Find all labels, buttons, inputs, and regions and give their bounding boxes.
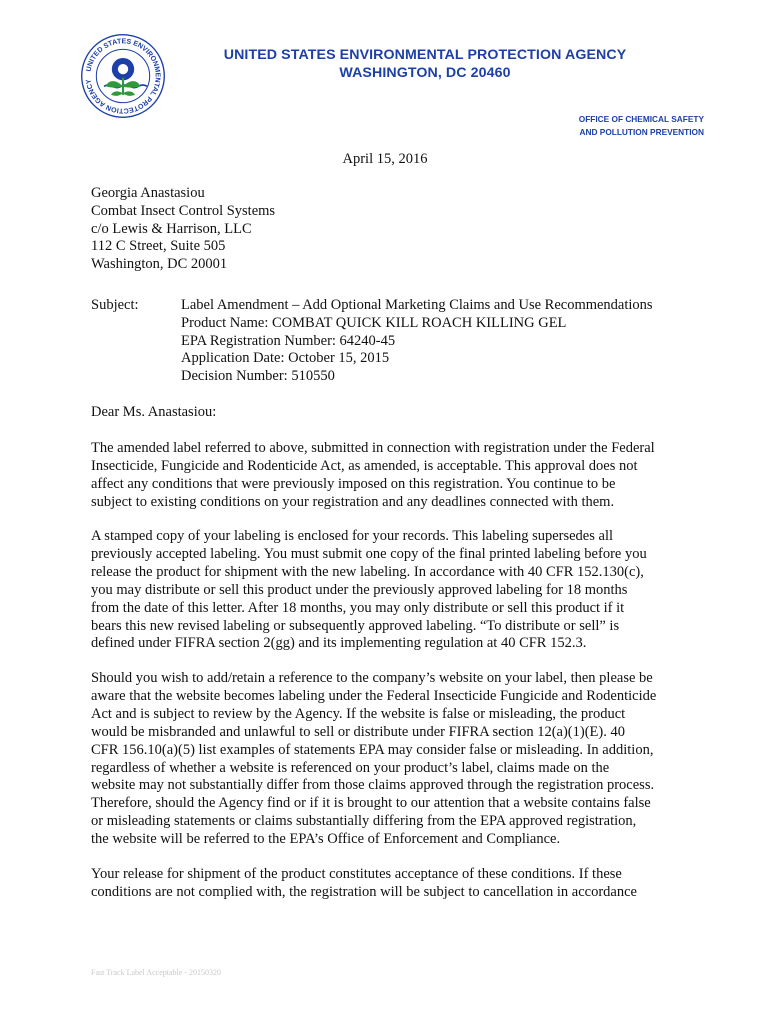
addressee-line: Washington, DC 20001	[91, 256, 228, 273]
paragraph-line: The amended label referred to above, submitted in connection with registration under the Federal	[91, 440, 655, 456]
letter-date: April 15, 2016	[342, 151, 428, 167]
paragraph-line: CFR 156.10(a)(5) list examples of statements EPA may consider false or misleading. In addition,	[91, 741, 654, 758]
paragraph-line: subject to existing conditions on your registration and any deadlines connected with them.	[91, 493, 615, 510]
subject-line: Decision Number: 510550	[181, 368, 335, 385]
paragraph-line: Should you wish to add/retain a reference to the company’s website on your label, then please be	[91, 670, 653, 686]
paragraph-line: or misleading statements or claims substantially differing from the EPA approved registration,	[91, 813, 637, 830]
paragraph-line: affect any conditions that were previously imposed on this registration. You continue to be	[91, 475, 616, 492]
addressee-line: Combat Insect Control Systems	[91, 202, 276, 219]
paragraph-line: from the date of this letter. After 18 months, you may only distribute or sell this product if it	[91, 599, 625, 616]
seal-ring-text: UNITED STATES ENVIRONMENTAL PROTECTION AGENCY	[85, 38, 161, 114]
paragraph-line: would be misbranded and unlawful to sell or distribute under FIFRA section 12(a)(1)(E). 40	[91, 723, 625, 740]
paragraph-line: conditions are not complied with, the registration will be subject to cancellation in accordance	[91, 883, 637, 900]
addressee-line: 112 C Street, Suite 505	[91, 238, 226, 255]
agency-name: UNITED STATES ENVIRONMENTAL PROTECTION AGENCY	[223, 47, 627, 63]
footer-note: Fast Track Label Acceptable - 20150320	[91, 968, 221, 977]
body-paragraph-2	[91, 528, 691, 653]
paragraph-line: Therefore, should the Agency find or if it is brought to our attention that a website contains false	[91, 795, 651, 812]
paragraph-line: the website will be referred to the EPA’s Office of Enforcement and Compliance.	[91, 831, 561, 848]
agency-address: WASHINGTON, DC 20460	[339, 65, 511, 81]
paragraph-line: Insecticide, Fungicide and Rodenticide Act, as amended, is acceptable. This approval does not	[91, 457, 638, 474]
agency-heading	[190, 46, 660, 82]
paragraph-line: aware that the website becomes labeling under the Federal Insecticide Fungicide and Rodenticide	[91, 687, 657, 704]
body-paragraph-1	[91, 440, 691, 512]
addressee-line: Georgia Anastasiou	[91, 185, 205, 201]
paragraph-line: regardless of whether a website is referenced on your product’s label, claims made on the	[91, 759, 610, 776]
office-name	[579, 113, 704, 138]
subject-line: Application Date: October 15, 2015	[181, 350, 390, 367]
paragraph-line: A stamped copy of your labeling is enclosed for your records. This labeling supersedes all	[91, 528, 614, 544]
paragraph-line: bears this new revised labeling or subsequently approved labeling. “To distribute or sell” is	[91, 617, 620, 634]
addressee-block	[91, 185, 275, 274]
paragraph-line: Your release for shipment of the product constitutes acceptance of these conditions. If these	[91, 866, 622, 882]
subject-block	[181, 297, 653, 386]
addressee-line: c/o Lewis & Harrison, LLC	[91, 220, 252, 237]
body-paragraph-3	[91, 670, 691, 849]
epa-seal-logo	[80, 33, 166, 119]
paragraph-line: defined under FIFRA section 2(gg) and its implementing regulation at 40 CFR 152.3.	[91, 635, 587, 652]
subject-line: Label Amendment – Add Optional Marketing Claims and Use Recommendations	[181, 297, 653, 313]
subject-line: EPA Registration Number: 64240-45	[181, 332, 396, 349]
paragraph-line: you may distribute or sell this product under the previously approved labeling for 18 months	[91, 581, 628, 598]
salutation: Dear Ms. Anastasiou:	[91, 404, 217, 420]
subject-line: Product Name: COMBAT QUICK KILL ROACH KILLING GEL	[181, 314, 567, 331]
office-line-1: OFFICE OF CHEMICAL SAFETY	[578, 114, 704, 124]
paragraph-line: website may not substantially differ from those claims approved through the registration process.	[91, 777, 655, 794]
paragraph-line: previously accepted labeling. You must submit one copy of the final printed labeling before you	[91, 545, 647, 562]
body-paragraph-4	[91, 866, 691, 902]
office-line-2: AND POLLUTION PREVENTION	[579, 126, 704, 137]
paragraph-line: Act and is subject to review by the Agency. If the website is false or misleading, the product	[91, 705, 626, 722]
subject-label: Subject:	[91, 297, 139, 313]
paragraph-line: release the product for shipment with the new labeling. In accordance with 40 CFR 152.130(c),	[91, 563, 644, 580]
